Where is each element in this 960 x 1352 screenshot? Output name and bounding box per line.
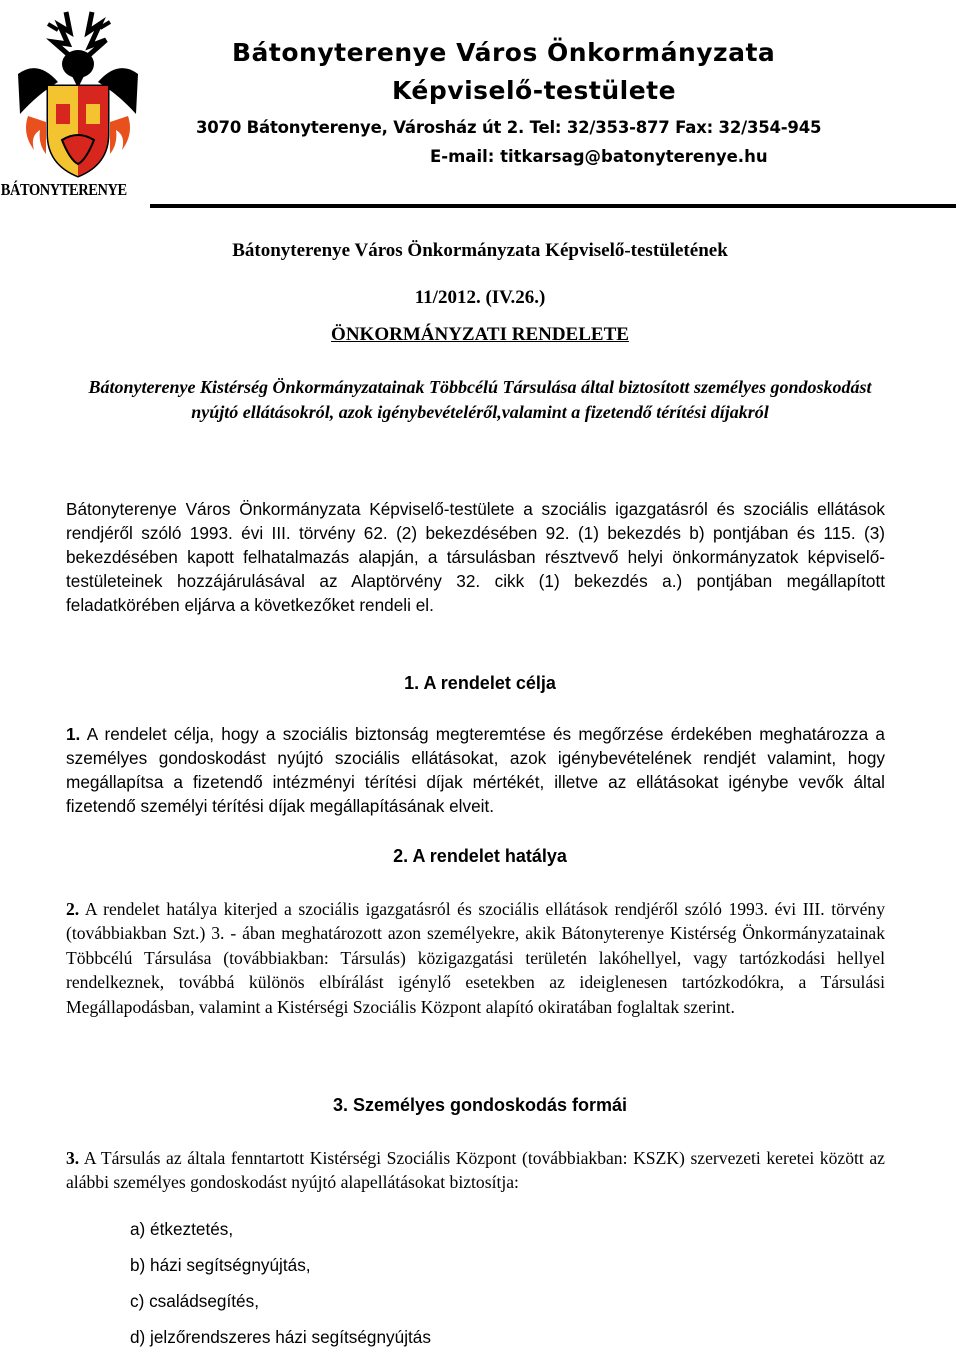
list-item: c) családsegítés, — [130, 1291, 259, 1311]
letterhead — [0, 0, 960, 212]
letterhead-subtitle: Képviselő-testülete — [392, 76, 677, 105]
letterhead-address: 3070 Bátonyterenye, Városház út 2. Tel: 32/353-877 Fax: 32/354-945 — [196, 118, 822, 137]
letterhead-divider — [150, 204, 956, 208]
decree-subject: Bátonyterenye Kistérség Önkormányzatainak Többcélú Társulása által biztosított személyes gondoskodást nyújtó ellátásokról, azok igénybevételéről,valamint a fizetendő térítési díjakról — [88, 377, 872, 422]
decree-kind: ÖNKORMÁNYZATI RENDELETE — [331, 324, 629, 345]
section-2-number: 2. — [66, 899, 80, 919]
coat-of-arms-icon — [8, 4, 148, 204]
section-3-number: 3. — [66, 1148, 80, 1168]
section-1-title: 1. A rendelet célja — [404, 673, 556, 693]
crest-caption: BÁTONYTERENYE — [0, 180, 127, 199]
section-3-text: A Társulás az általa fenntartott Kistérségi Szociális Központ (továbbiakban: KSZK) szervezeti keretei között az alábbi személyes gondoskodást nyújtó alapellátásokat biztosítja: — [66, 1148, 885, 1193]
section-1-number: 1. — [66, 724, 81, 744]
list-item: b) házi segítségnyújtás, — [130, 1255, 311, 1275]
section-2-text: A rendelet hatálya kiterjed a szociális igazgatásról és szociális ellátások rendjéről szóló 1993. évi III. törvény (továbbiakban Szt.) 3. - ában meghatározott azon személyekre, akik Bátonyterenye Kistérség Önkormányzatainak Többcélú Társulása (továbbiakban: Társulás) közigazgatási területén lakóhellyel, vagy tartózkodási hellyel rendelkeznek, továbbá különös elbírálást igénylő esetekben az ideiglenesen tartózkodókra, a Társulási Megállapodásban, valamint a Kistérségi Szociális Központ alapító okiratában foglaltak szerint. — [66, 899, 885, 1017]
section-1-paragraph — [66, 722, 885, 818]
preamble-paragraph: Bátonyterenye Város Önkormányzata Képviselő-testülete a szociális igazgatásról és szociális ellátások rendjéről szóló 1993. évi III. törvény 62. (2) bekezdésében 92. (1) bekezdés b) pontjában és 115. (3) bekezdésében kapott felhatalmazás alapján, a társulásban résztvevő helyi önkormányzatok képviselő-testületeinek hozzájárulásával az Alaptörvény 32. cikk (1) bekezdés a.) pontjában megállapított feladatkörében eljárva a következőket rendeli el. — [66, 499, 885, 615]
section-3-paragraph — [66, 1146, 885, 1195]
section-2-paragraph — [66, 897, 885, 1019]
section-2-title: 2. A rendelet hatálya — [393, 846, 567, 866]
letterhead-email: E-mail: titkarsag@batonyterenye.hu — [430, 147, 768, 166]
section-3-title: 3. Személyes gondoskodás formái — [332, 1095, 628, 1115]
list-item: d) jelzőrendszeres házi segítségnyújtás — [130, 1327, 431, 1347]
section-1-text: A rendelet célja, hogy a szociális biztonság megteremtése és megőrzése érdekében meghatározza a személyes gondoskodást nyújtó szociális ellátásokat, azok igénybevételének rendjét valamint, hogy megállapítsa a fizetendő intézményi térítési díjak mértékét, illetve az ellátásokat igénybe vevők által fizetendő személyi térítési díjak megállapításának elveit. — [66, 724, 885, 816]
decree-number: 11/2012. (IV.26.) — [414, 287, 546, 308]
issuer-line: Bátonyterenye Város Önkormányzata Képviselő-testületének — [232, 240, 728, 261]
list-item: a) étkeztetés, — [130, 1219, 234, 1239]
letterhead-title: Bátonyterenye Város Önkormányzata — [232, 38, 776, 67]
